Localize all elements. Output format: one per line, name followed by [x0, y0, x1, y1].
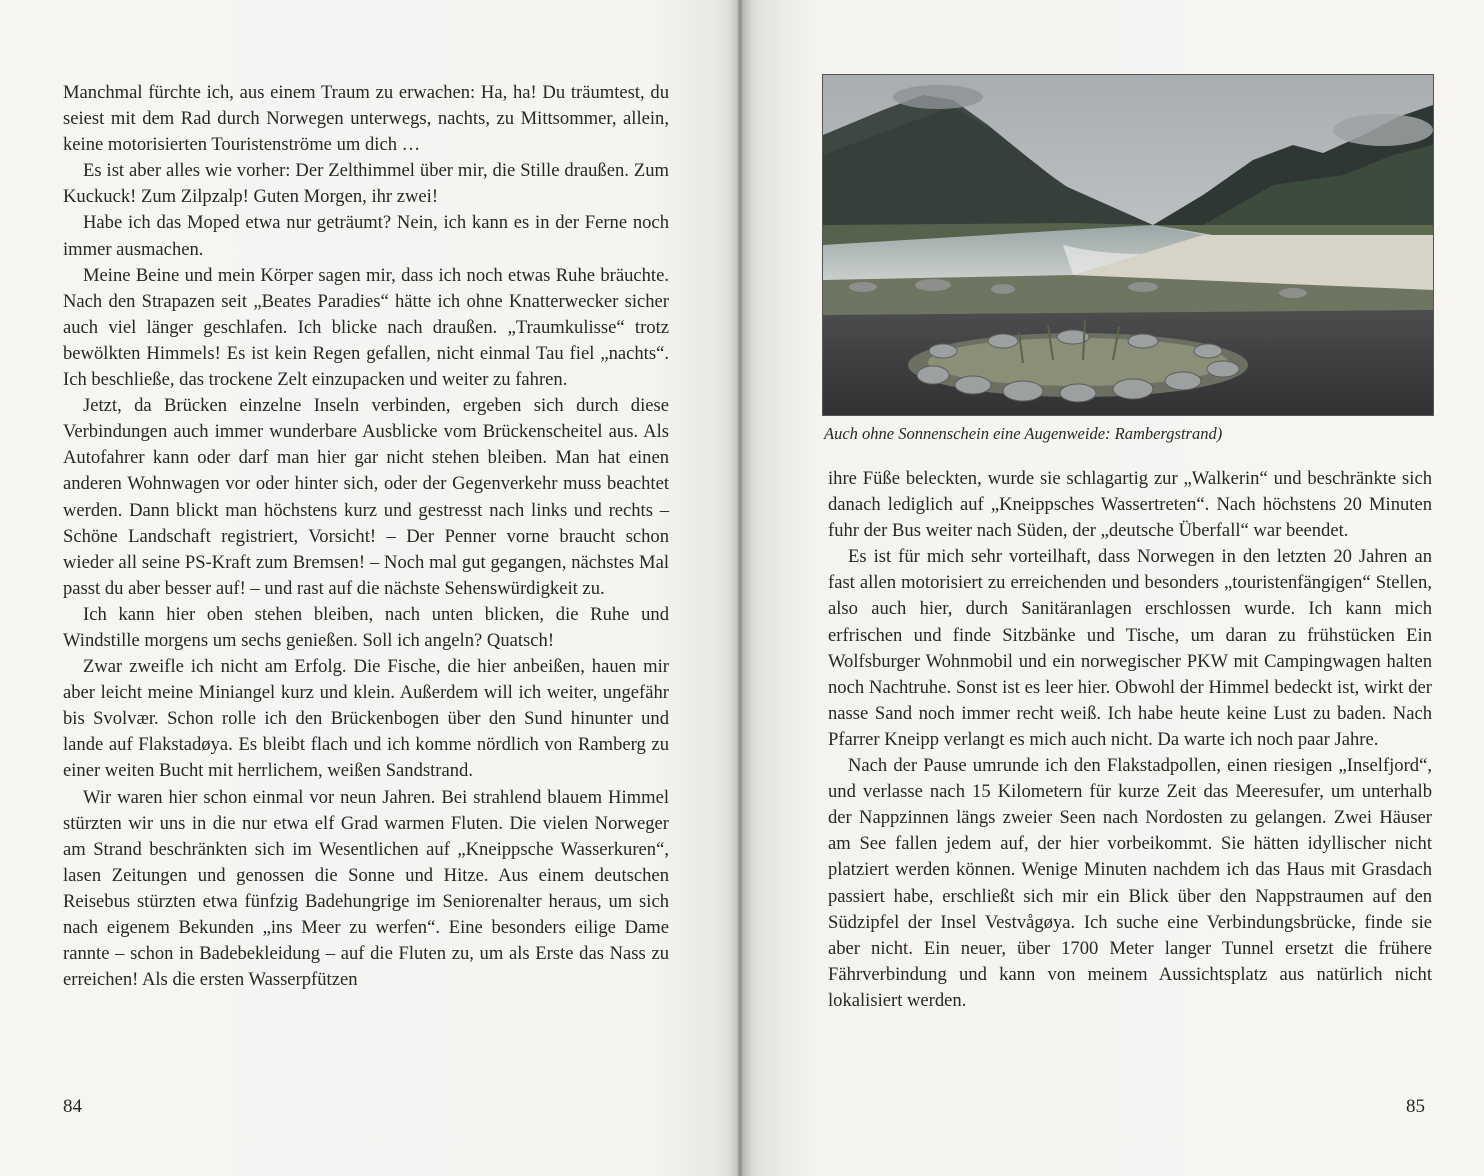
- left-page-text: [63, 80, 669, 993]
- paragraph: Es ist aber alles wie vorher: Der Zelthimmel über mir, die Stille draußen. Zum Kuckuck! Zum Zilpzalp! Guten Morgen, ihr zwei!: [63, 160, 669, 208]
- paragraph: Wir waren hier schon einmal vor neun Jahren. Bei strahlend blauem Himmel stürzten wir uns in die nur etwa elf Grad warmen Fluten. Die vielen Norweger am Strand beschränkten sich im Wesentlichen auf „Kneippsche Wasserkuren“, lasen Zeitungen und genossen die Sonne und Hitze. Aus einem deutschen Reisebus stürzten etwa fünfzig Badehungrige im Seniorenalter heraus, um sich nach eigenem Bekunden „ins Meer zu werfen“. Eine besonders eilige Dame rannte – schon in Badebekleidung – auf die Fluten zu, um als Erste das Nass zu erreichen! Als die ersten Wasserpfützen: [63, 786, 669, 991]
- paragraph: Habe ich das Moped etwa nur geträumt? Nein, ich kann es in der Ferne noch immer ausmachen.: [63, 212, 669, 260]
- page-number: 85: [1406, 1096, 1425, 1117]
- paragraph: Es ist für mich sehr vorteilhaft, dass Norwegen in den letzten 20 Jahren an fast allen motorisiert zu erreichenden und besonders „touristenfängigen“ Stellen, also auch hier, durch Sanitäranlagen erschlossen wurde. Ich kann mich erfrischen und finde Sitzbänke und Tische, um daran zu frühstücken Ein Wolfsburger Wohnmobil und ein norwegischer PKW mit Campingwagen halten noch Nachtruhe. Sonst ist es leer hier. Obwohl der Himmel bedeckt ist, wirkt der nasse Sand noch immer recht weiß. Ich habe heute keine Lust zu baden. Nach Pfarrer Kneipp verlangt es mich auch nicht. Da warte ich noch paar Jahre.: [828, 546, 1432, 750]
- book-gutter-shadow: [728, 0, 752, 1176]
- left-page: [0, 0, 740, 1176]
- photo-caption: Auch ohne Sonnenschein eine Augenweide: Rambergstrand): [824, 424, 1223, 443]
- page-number: 84: [63, 1096, 82, 1117]
- paragraph: ihre Füße beleckten, wurde sie schlagartig zur „Walkerin“ und beschränkte sich danach lediglich auf „Kneippsches Wassertreten“. Nach höchstens 20 Minuten fuhr der Bus weiter nach Süden, der „deutsche Überfall“ war beendet.: [828, 468, 1432, 542]
- paragraph: Jetzt, da Brücken einzelne Inseln verbinden, ergeben sich durch diese Verbindungen auch immer wunderbare Ausblicke vom Brückenscheitel aus. Als Autofahrer kann oder darf man hier gar nicht stehen bleiben. Man hat einen anderen Wohnwagen vor oder hinter sich, oder der Gegenverkehr muss beachtet werden. Dann blickt man höchstens kurz und gestresst nach links und rechts – Schöne Landschaft registriert, Vorsicht! – Der Penner vorne braucht schon wieder all seine PS-Kraft zum Bremsen! – Noch mal gut gegangen, nächstes Mal passt du aber besser auf! – und rast auf die nächste Sehenswürdigkeit zu.: [63, 395, 669, 599]
- paragraph: Ich kann hier oben stehen bleiben, nach unten blicken, die Ruhe und Windstille morgens um sechs genießen. Soll ich angeln? Quatsch!: [63, 603, 669, 651]
- paragraph: Nach der Pause umrunde ich den Flakstadpollen, einen riesigen „Inselfjord“, und verlasse nach 15 Kilometern für kurze Zeit das Meeresufer, um unterhalb der Nappzinnen längs zweier Seen nach Nordosten zu gelangen. Zwei Häuser am See fallen jedem auf, der hier vorbeikommt. Sie hätten idyllischer nicht platziert werden können. Wenige Minuten nachdem ich das Haus mit Grasdach passiert habe, erschließt sich mir ein Blick über den Nappstraumen auf den Südzipfel der Insel Vestvågøya. Ich suche eine Verbindungsbrücke, finde sie aber nicht. Ein neuer, über 1700 Meter langer Tunnel ersetzt die frühere Fährverbindung und kann von meinem Aussichtsplatz aus natürlich nicht lokalisiert werden.: [828, 755, 1432, 1011]
- landscape-illustration: [823, 75, 1433, 415]
- paragraph: Manchmal fürchte ich, aus einem Traum zu erwachen: Ha, ha! Du träumtest, du seiest mit dem Rad durch Norwegen unterwegs, nachts, zu Mittsommer, allein, keine motorisierten Touristenströme um dich …: [63, 82, 669, 156]
- right-page: [740, 0, 1484, 1176]
- right-page-text: [828, 466, 1432, 1014]
- paragraph: Zwar zweifle ich nicht am Erfolg. Die Fische, die hier anbeißen, hauen mir aber leicht meine Miniangel kurz und klein. Außerdem will ich weiter, ungefähr bis Svolvær. Schon rolle ich den Brückenbogen über den Sund hinunter und lande auf Flakstadøya. Es bleibt flach und ich komme nördlich von Ramberg zu einer weiten Bucht mit herrlichem, weißen Sandstrand.: [63, 656, 669, 782]
- beach-photo: [822, 74, 1434, 416]
- paragraph: Meine Beine und mein Körper sagen mir, dass ich noch etwas Ruhe bräuchte. Nach den Strapazen seit „Beates Paradies“ hätte ich ohne Knatterwecker sicher auch viel länger geschlafen. Ich blicke nach draußen. „Traumkulisse“ trotz bewölkten Himmels! Es ist kein Regen gefallen, nicht einmal Tau fiel „nachts“. Ich beschließe, das trockene Zelt einzupacken und weiter zu fahren.: [63, 264, 669, 391]
